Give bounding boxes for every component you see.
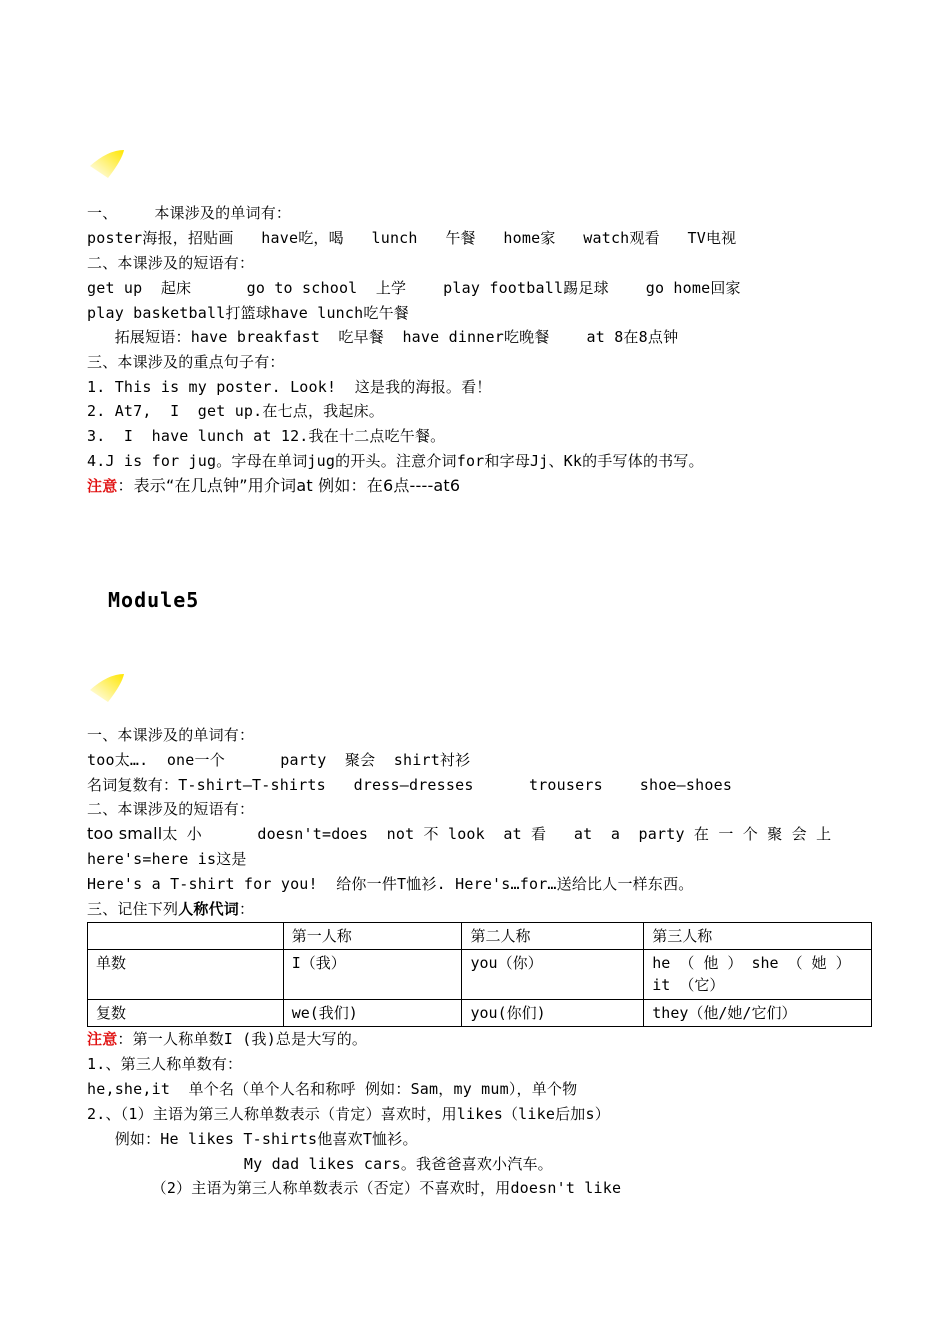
phrase-line: play basketball打篮球have lunch吃午餐 <box>87 304 409 322</box>
phrase-line <box>87 824 831 844</box>
pronoun-heading-bold: 人称代词 <box>178 900 240 918</box>
phrase-heading: 二、本课涉及的短语有： <box>87 254 255 272</box>
rule-heading: 2.、（1）主语为第三人称单数表示（肯定）喜欢时，用likes（like后加s） <box>87 1105 610 1123</box>
table-cell: 单数 <box>88 950 284 1000</box>
module-title: Module5 <box>108 588 200 612</box>
phrase-rest: 太 小 doesn't=does not 不 look at 看 at a party 在 一 个 聚 会 上 <box>162 825 832 843</box>
sentence: 3. I have lunch at 12.我在十二点吃午餐。 <box>87 427 446 445</box>
phrase-line: 拓展短语：have breakfast 吃早餐 have dinner吃晚餐 at 8在8点钟 <box>87 328 679 346</box>
note-label: 注意 <box>87 1030 118 1048</box>
rule-text: he,she,it 单个名（单个人名和称呼 例如：Sam，my mum），单个物 <box>87 1080 578 1098</box>
phrase-line: here's=here is这是 <box>87 850 247 868</box>
pronoun-heading <box>87 899 254 919</box>
rule-heading: 1.、第三人称单数有： <box>87 1055 243 1073</box>
table-cell: he （ 他 ） she （ 她 ） it （它） <box>644 950 872 1000</box>
sentence: 4.J is for jug。字母在单词jug的开头。注意介词for和字母Jj、Kk的手写体的书写。 <box>87 452 704 470</box>
phrase-line: get up 起床 go to school 上学 play football踢足球 go home回家 <box>87 279 741 297</box>
table-cell: we(我们) <box>283 1000 462 1027</box>
pronoun-heading-prefix: 三、记住下列 <box>87 900 179 918</box>
table-header-cell: 第三人称 <box>644 923 872 950</box>
pronoun-table <box>87 922 872 1027</box>
note-line <box>87 476 460 496</box>
table-cell: you(你们) <box>462 1000 644 1027</box>
sentence: 2. At7, I get up.在七点，我起床。 <box>87 402 384 420</box>
table-header-row <box>88 923 872 950</box>
table-cell: they（他/她/它们） <box>644 1000 872 1027</box>
rule-example: 例如：He likes T-shirts他喜欢T恤衫。 <box>87 1130 418 1148</box>
vocab-heading: 一、 本课涉及的单词有： <box>87 204 292 222</box>
note-label: 注意 <box>87 477 118 495</box>
vocab-line: too太…. one一个 party 聚会 shirt衬衫 <box>87 751 471 769</box>
phrase-too-small: too small <box>87 824 163 843</box>
table-header-cell <box>88 923 284 950</box>
table-header-cell: 第二人称 <box>462 923 644 950</box>
rule-example: My dad likes cars。我爸爸喜欢小汽车。 <box>87 1155 553 1173</box>
yellow-wedge-icon <box>88 146 128 182</box>
pronoun-heading-suffix: ： <box>239 900 255 918</box>
vocab-heading: 一、本课涉及的单词有： <box>87 726 255 744</box>
phrase-heading: 二、本课涉及的短语有： <box>87 800 255 818</box>
table-row <box>88 1000 872 1027</box>
yellow-wedge-icon <box>88 670 128 706</box>
rule-text: （2）主语为第三人称单数表示（否定）不喜欢时，用doesn't like <box>87 1179 622 1197</box>
vocab-line: 名词复数有：T-shirt—T-shirts dress—dresses trousers shoe—shoes <box>87 776 733 794</box>
sentence-heading: 三、本课涉及的重点句子有： <box>87 353 285 371</box>
note-text: ：表示“在几点钟”用介词at 例如：在6点----at6 <box>117 476 461 495</box>
sentence: 1. This is my poster. Look! 这是我的海报。看！ <box>87 378 492 396</box>
vocab-line: poster海报，招贴画 have吃，喝 lunch 午餐 home家 watch观看 TV电视 <box>87 229 737 247</box>
note-line <box>87 1029 367 1049</box>
table-row <box>88 950 872 1000</box>
note-text: ：第一人称单数I (我)总是大写的。 <box>117 1030 368 1048</box>
table-cell: you（你） <box>462 950 644 1000</box>
table-header-cell: 第一人称 <box>283 923 462 950</box>
phrase-line: Here's a T-shirt for you! 给你一件T恤衫. Here's…for…送给比人一样东西。 <box>87 875 694 893</box>
table-cell: I（我） <box>283 950 462 1000</box>
table-cell: 复数 <box>88 1000 284 1027</box>
